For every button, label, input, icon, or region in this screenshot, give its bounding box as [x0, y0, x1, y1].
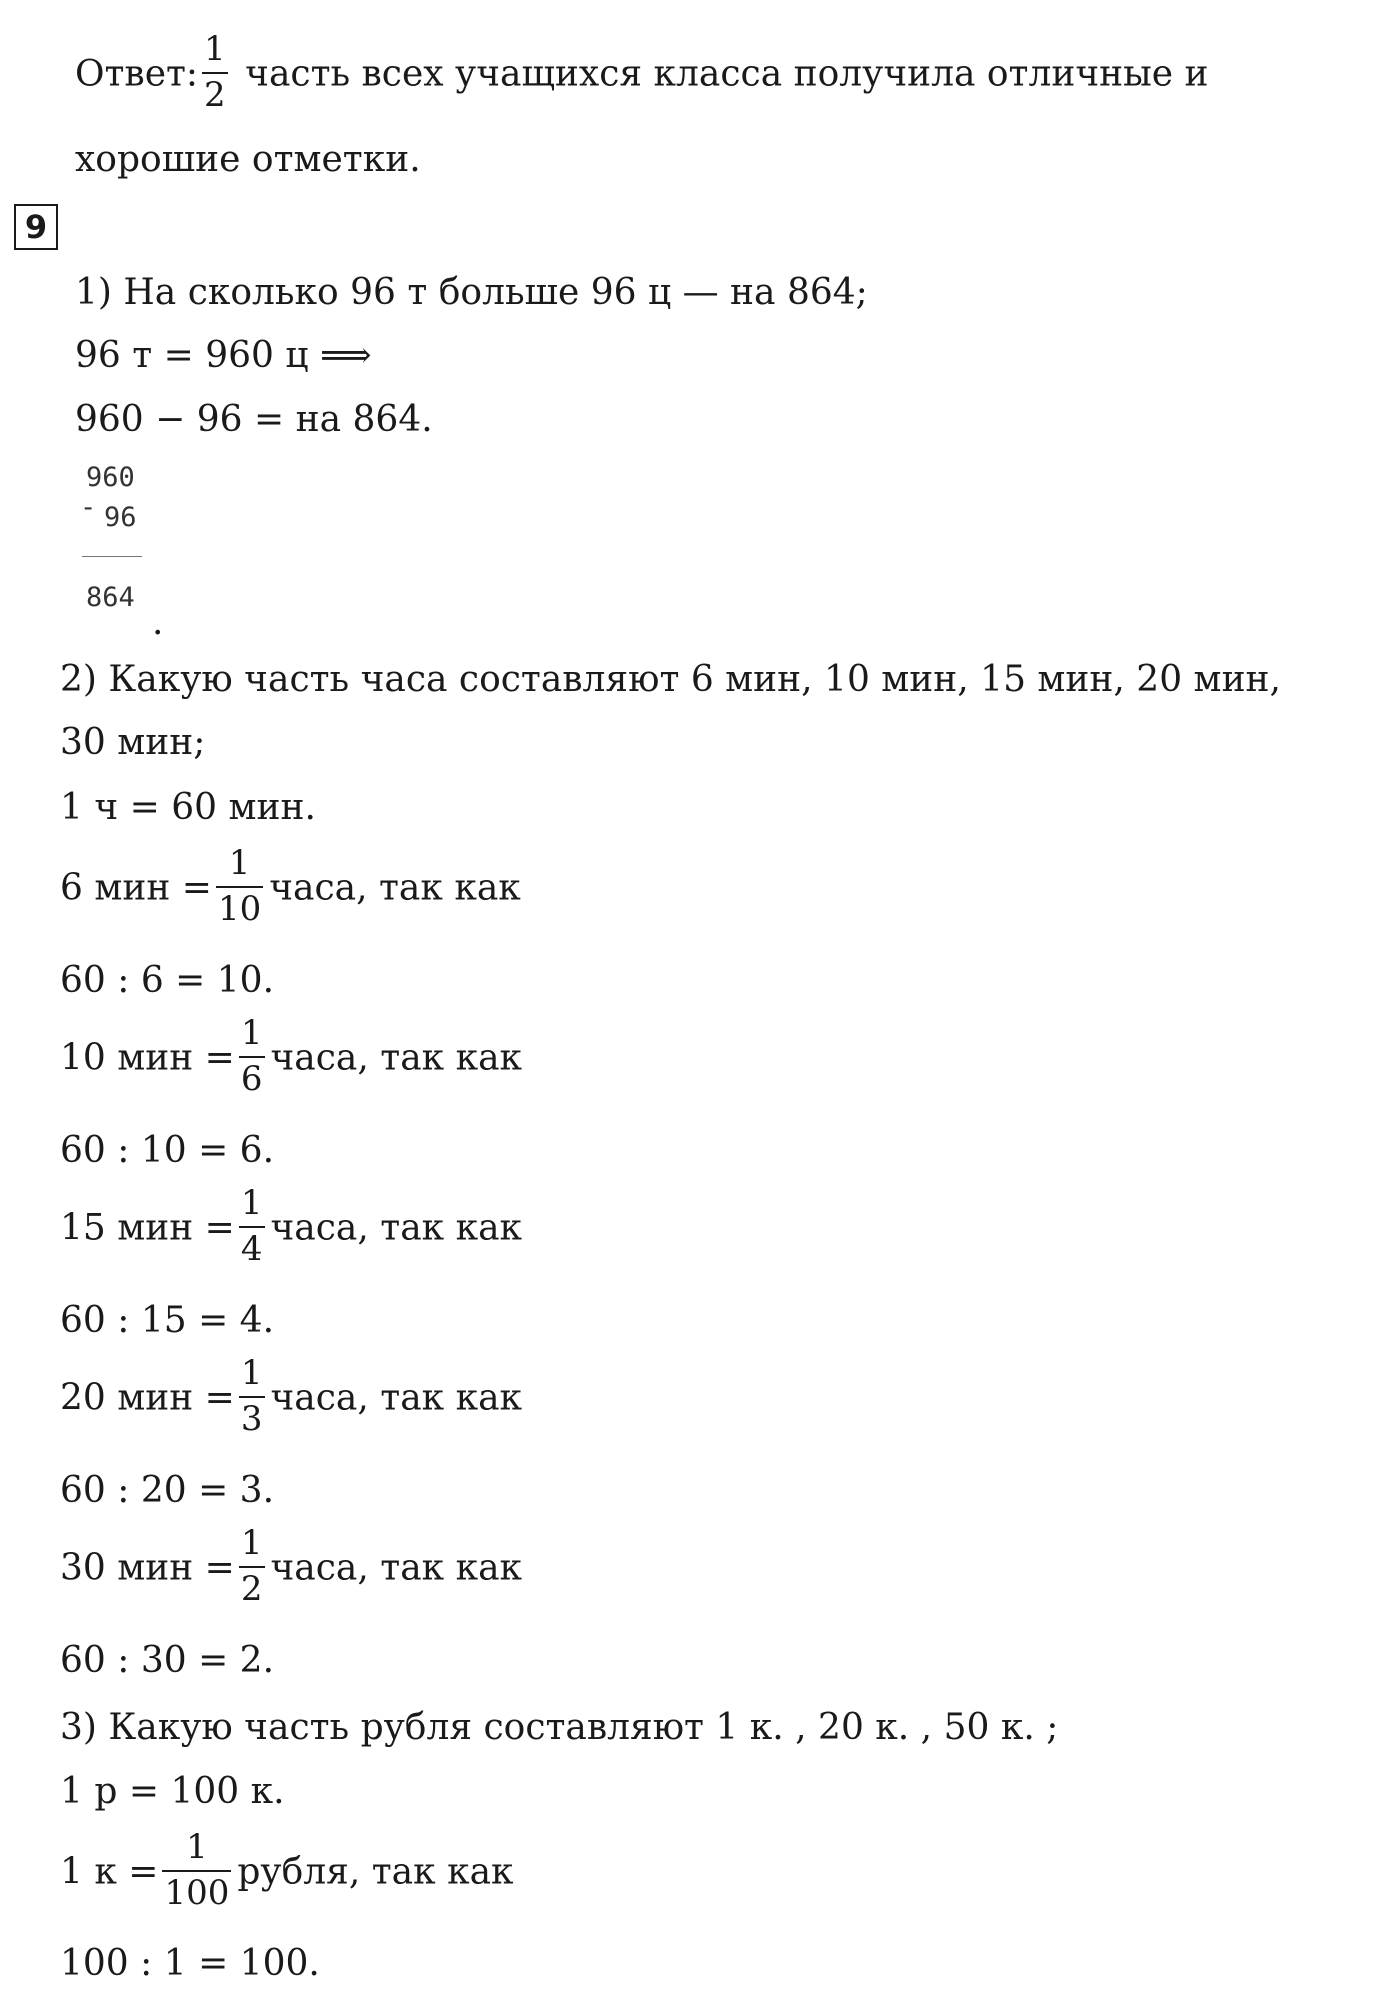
- item-left: 1 к =: [60, 1851, 159, 1893]
- item-left: 15 мин =: [60, 1207, 235, 1249]
- part1-conversion: 96 т = 960 ц ⟹: [75, 335, 372, 376]
- item-right: часа, так как: [270, 1207, 523, 1249]
- part2-calc-30min: 60 : 30 = 2.: [60, 1640, 275, 1681]
- fraction-denominator: 6: [240, 1058, 263, 1099]
- item-right: часа, так как: [270, 1377, 523, 1419]
- part2-item-20min: [60, 1353, 523, 1441]
- part3-item-1k: [60, 1827, 514, 1915]
- part2-calc-20min: 60 : 20 = 3.: [60, 1470, 275, 1511]
- column-difference: 864: [86, 582, 135, 613]
- part2-item-6min: [60, 843, 521, 931]
- item-fraction: [239, 1013, 265, 1099]
- answer-line-2: хорошие отметки.: [75, 139, 421, 180]
- item-right: часа, так как: [270, 1037, 523, 1079]
- fraction-denominator: 2: [240, 1568, 263, 1609]
- answer-line-1: [75, 29, 1209, 117]
- fraction-numerator: 1: [239, 1356, 265, 1398]
- part2-calc-10min: 60 : 10 = 6.: [60, 1130, 275, 1171]
- part3-base: 1 р = 100 к.: [60, 1771, 285, 1812]
- item-fraction: [216, 843, 263, 929]
- fraction-denominator: 3: [240, 1398, 263, 1439]
- item-right: рубля, так как: [237, 1851, 514, 1893]
- column-trailing-dot: .: [152, 602, 164, 643]
- column-minus-sign: -: [80, 492, 97, 523]
- fraction-numerator: 1: [216, 846, 263, 888]
- part2-question-line-1: 2) Какую часть часа составляют 6 мин, 10 мин, 15 мин, 20 мин,: [60, 659, 1281, 700]
- column-minuend: 960: [86, 462, 135, 493]
- item-right: часа, так как: [270, 1547, 523, 1589]
- item-left: 6 мин =: [60, 867, 212, 909]
- part2-calc-6min: 60 : 6 = 10.: [60, 960, 275, 1001]
- part3-question: 3) Какую часть рубля составляют 1 к. , 20 к. , 50 к. ;: [60, 1707, 1059, 1748]
- answer-prefix: Ответ:: [75, 53, 199, 95]
- answer-fraction: [202, 29, 228, 115]
- fraction-denominator: 2: [204, 74, 226, 115]
- part1-result: 960 − 96 = на 864.: [75, 399, 433, 440]
- item-left: 10 мин =: [60, 1037, 235, 1079]
- part1-question: 1) На сколько 96 т больше 96 ц — на 864;: [75, 272, 868, 313]
- part2-item-15min: [60, 1183, 523, 1271]
- fraction-numerator: 1: [239, 1186, 265, 1228]
- item-fraction: [239, 1353, 265, 1439]
- answer-text: часть всех учащихся класса получила отличные и: [245, 53, 1209, 95]
- item-right: часа, так как: [269, 867, 521, 909]
- fraction-denominator: 100: [164, 1872, 230, 1913]
- fraction-numerator: 1: [239, 1526, 265, 1568]
- item-fraction: [239, 1183, 265, 1269]
- column-line: [82, 556, 142, 557]
- column-subtrahend: 96: [104, 502, 137, 533]
- item-fraction: [162, 1827, 231, 1913]
- item-fraction: [239, 1523, 265, 1609]
- part2-item-10min: [60, 1013, 523, 1101]
- part2-question-line-2: 30 мин;: [60, 722, 206, 763]
- part2-item-30min: [60, 1523, 523, 1611]
- part2-base: 1 ч = 60 мин.: [60, 787, 316, 828]
- fraction-denominator: 10: [217, 888, 262, 929]
- fraction-numerator: 1: [202, 32, 228, 74]
- task-number-box: 9: [14, 204, 58, 250]
- fraction-numerator: 1: [239, 1016, 265, 1058]
- part3-calc-1k: 100 : 1 = 100.: [60, 1943, 320, 1984]
- item-left: 20 мин =: [60, 1377, 235, 1419]
- part2-calc-15min: 60 : 15 = 4.: [60, 1300, 275, 1341]
- item-left: 30 мин =: [60, 1547, 235, 1589]
- fraction-denominator: 4: [240, 1228, 263, 1269]
- fraction-numerator: 1: [162, 1830, 231, 1872]
